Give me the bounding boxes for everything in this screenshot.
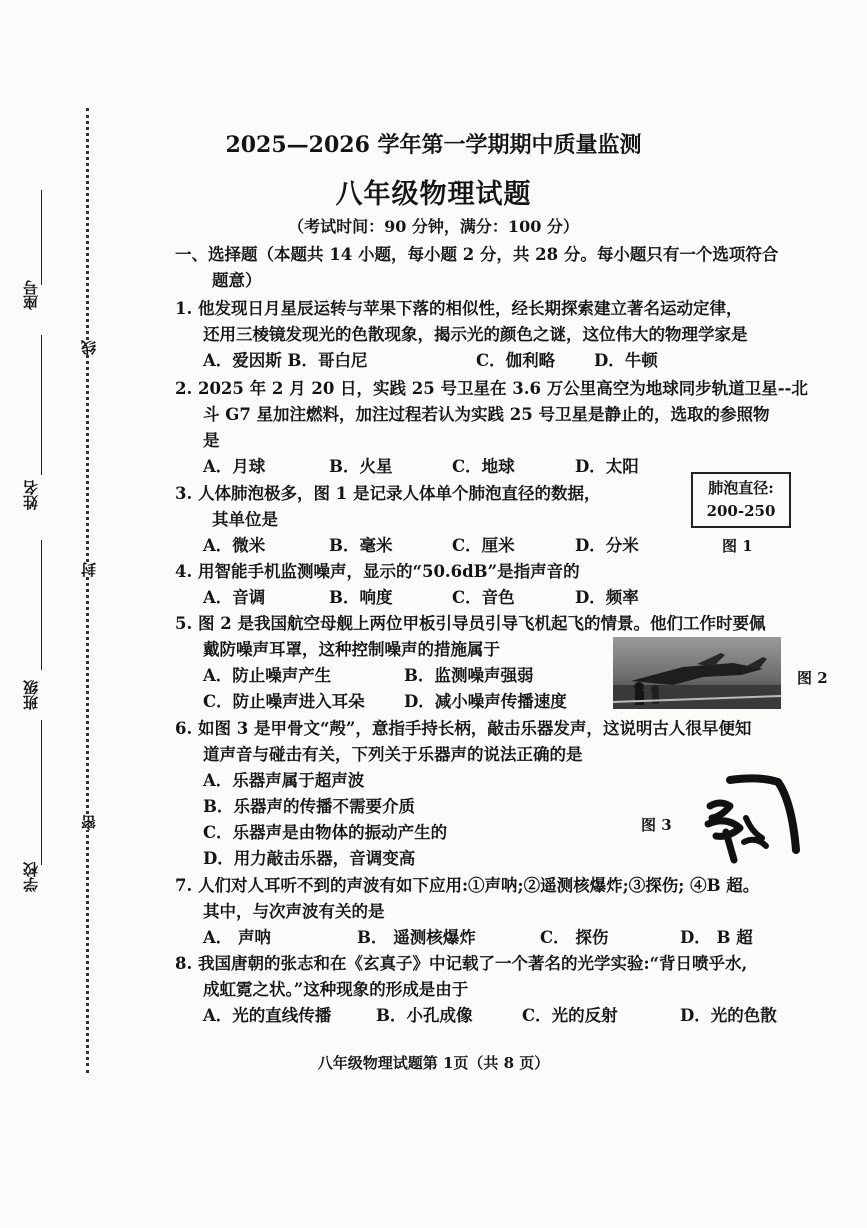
q4-option-d: D．频率 bbox=[575, 588, 639, 607]
q8-option-d: D．光的色散 bbox=[680, 1006, 777, 1025]
figure-3-label: 图 3 bbox=[641, 816, 672, 834]
figure-1-box bbox=[691, 472, 791, 528]
seal-char-secret: 密 bbox=[80, 815, 98, 830]
q3-stem-line2: 其单位是 bbox=[212, 510, 278, 529]
q2-stem-line3: 是 bbox=[203, 431, 220, 450]
q7-option-b: B． 遥测核爆炸 bbox=[357, 928, 476, 947]
q3-option-b: B．毫米 bbox=[329, 536, 393, 555]
binding-dotted-line bbox=[86, 108, 89, 1073]
figure-1-label: 图 1 bbox=[722, 537, 753, 555]
q6-option-a: A．乐器声属于超声波 bbox=[203, 771, 365, 790]
q8-stem-line2: 成虹霓之状。”这种现象的形成是由于 bbox=[203, 980, 469, 999]
q7-stem-line1: 7. 人们对人耳听不到的声波有如下应用:①声呐;②遥测核爆炸;③探伤; ④B 超。 bbox=[175, 876, 760, 895]
class-label: 班级 bbox=[22, 680, 40, 710]
q5-option-b: B．监测噪声强弱 bbox=[404, 666, 534, 685]
section-heading: 一、选择题（本题共 14 小题，每小题 2 分，共 28 分。每小题只有一个选项符合 bbox=[175, 245, 779, 264]
q8-stem-line1: 8. 我国唐朝的张志和在《玄真子》中记载了一个著名的光学实验:“背日喷乎水, bbox=[175, 954, 748, 973]
q2-stem-line2: 斗 G7 星加注燃料，加注过程若认为实践 25 号卫星是静止的，选取的参照物 bbox=[203, 405, 770, 424]
q7-option-a: A． 声呐 bbox=[203, 928, 272, 947]
q7-option-d: D． B 超 bbox=[680, 928, 753, 947]
q8-option-b: B．小孔成像 bbox=[376, 1006, 473, 1025]
q3-stem-line1: 3. 人体肺泡极多，图 1 是记录人体单个肺泡直径的数据， bbox=[175, 484, 601, 503]
q5-stem-line1: 5. 图 2 是我国航空母舰上两位甲板引导员引导飞机起飞的情景。他们工作时要佩 bbox=[175, 614, 766, 633]
q3-option-d: D．分米 bbox=[575, 536, 639, 555]
q6-option-d: D．用力敲击乐器，音调变高 bbox=[203, 849, 416, 868]
q3-option-c: C．厘米 bbox=[452, 536, 515, 555]
q8-option-a: A．光的直线传播 bbox=[203, 1006, 332, 1025]
school-line bbox=[41, 720, 42, 865]
figure-1-text-line2: 200-250 bbox=[706, 502, 776, 520]
q6-option-b: B．乐器声的传播不需要介质 bbox=[203, 797, 415, 816]
q1-stem-line2: 还用三棱镜发现光的色散现象，揭示光的颜色之谜，这位伟大的物理学家是 bbox=[203, 325, 748, 344]
figure-3-oracle-glyph bbox=[700, 772, 810, 864]
q7-stem-line2: 其中，与次声波有关的是 bbox=[203, 902, 385, 921]
q5-option-c: C．防止噪声进入耳朵 bbox=[203, 692, 365, 711]
exam-title: 2025—2026 学年第一学期期中质量监测 bbox=[225, 132, 642, 158]
q6-option-c: C．乐器声是由物体的振动产生的 bbox=[203, 823, 448, 842]
q4-option-c: C．音色 bbox=[452, 588, 515, 607]
q2-stem-line1: 2. 2025 年 2 月 20 日，实践 25 号卫星在 3.6 万公里高空为地球同步轨道卫星--北 bbox=[175, 379, 808, 398]
q2-option-a: A．月球 bbox=[203, 457, 266, 476]
q2-option-b: B．火星 bbox=[329, 457, 393, 476]
q4-option-a: A．音调 bbox=[203, 588, 266, 607]
q4-stem-line1: 4. 用智能手机监测噪声，显示的“50.6dB”是指声音的 bbox=[175, 562, 580, 581]
class-line bbox=[41, 540, 42, 670]
q5-stem-line2: 戴防噪声耳罩，这种控制噪声的措施属于 bbox=[203, 640, 500, 659]
figure-2-label: 图 2 bbox=[797, 669, 828, 687]
q3-option-a: A．微米 bbox=[203, 536, 266, 555]
q4-option-b: B．响度 bbox=[329, 588, 393, 607]
q1-option-ab: A．爱因斯 B．哥白尼 bbox=[203, 351, 368, 370]
figure-1-text-line1: 肺泡直径: bbox=[708, 479, 774, 497]
section-heading-cont: 题意） bbox=[212, 271, 262, 290]
q6-stem-line1: 6. 如图 3 是甲骨文“殸”，意指手持长柄，敲击乐器发声，这说明古人很早便知 bbox=[175, 719, 752, 738]
q2-option-c: C．地球 bbox=[452, 457, 515, 476]
q1-option-d: D．牛顿 bbox=[594, 351, 658, 370]
name-label: 姓名 bbox=[22, 480, 40, 510]
q1-option-c: C．伽利略 bbox=[476, 351, 556, 370]
seal-char-seal: 封 bbox=[80, 562, 98, 577]
q7-option-c: C． 探伤 bbox=[540, 928, 609, 947]
q2-option-d: D．太阳 bbox=[575, 457, 639, 476]
seat-label: 座号 bbox=[22, 280, 40, 310]
name-line bbox=[41, 335, 42, 475]
q5-option-a: A．防止噪声产生 bbox=[203, 666, 332, 685]
page-footer: 八年级物理试题第 1页（共 8 页） bbox=[317, 1054, 550, 1072]
school-label: 学校 bbox=[22, 862, 40, 892]
figure-2-photo bbox=[613, 637, 781, 709]
exam-info: （考试时间：90 分钟，满分：100 分） bbox=[288, 217, 579, 236]
seal-char-line: 线 bbox=[80, 340, 98, 355]
subject-title: 八年级物理试题 bbox=[335, 179, 532, 210]
q8-option-c: C．光的反射 bbox=[522, 1006, 618, 1025]
q1-stem-line1: 1. 他发现日月星辰运转与苹果下落的相似性，经长期探索建立著名运动定律， bbox=[175, 299, 743, 318]
q6-stem-line2: 道声音与碰击有关，下列关于乐器声的说法正确的是 bbox=[203, 745, 583, 764]
q5-option-d: D．减小噪声传播速度 bbox=[404, 692, 567, 711]
